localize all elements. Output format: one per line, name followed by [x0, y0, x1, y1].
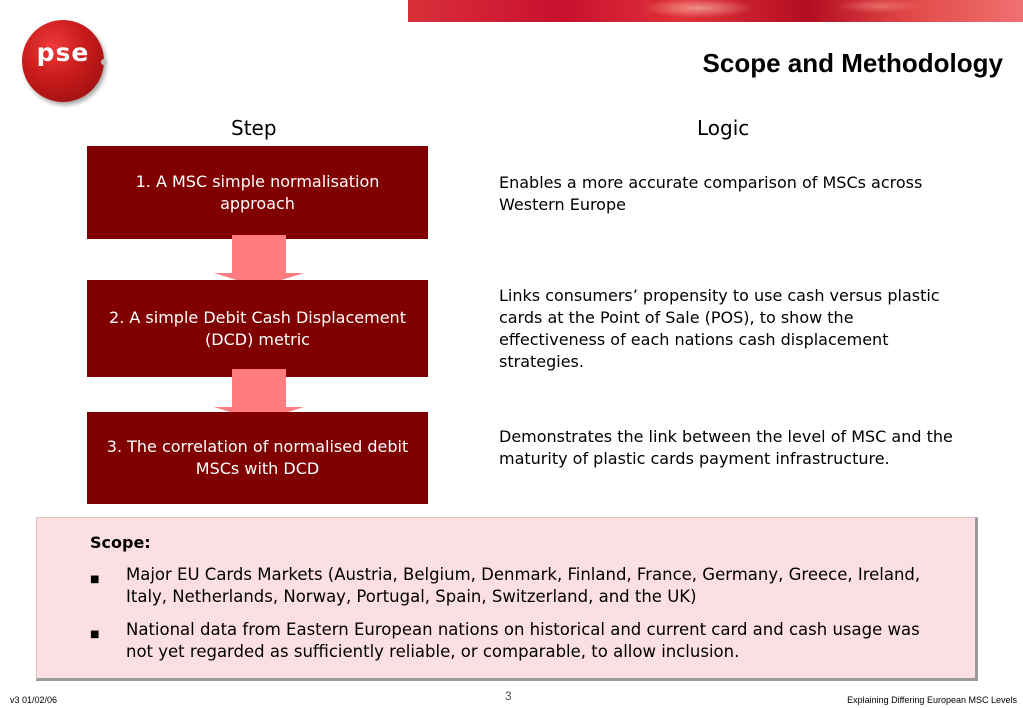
step-label-3: 3. The correlation of normalised debit MSCs with DCD — [106, 437, 409, 478]
scope-title: Scope: — [90, 533, 151, 552]
scope-bullet-2 — [90, 619, 950, 663]
logo-text: pse — [36, 38, 90, 67]
logic-text-1: Enables a more accurate comparison of MSCs across Western Europe — [499, 173, 923, 214]
banner-highlight — [408, 0, 1023, 22]
logic-text-2: Links consumers’ propensity to use cash versus plastic cards at the Point of Sale (POS), to show the effectiveness of each nations cash displacement strategies. — [499, 286, 940, 371]
logic-text-3: Demonstrates the link between the level of MSC and the maturity of plastic cards payment infrastructure. — [499, 427, 953, 468]
step-box-2 — [87, 280, 428, 377]
page-title: Scope and Methodology — [702, 48, 1003, 78]
bullet-square-icon: ■ — [90, 629, 100, 640]
bullet-square-icon: ■ — [90, 574, 100, 585]
step-box-1 — [87, 146, 428, 239]
footer-doc-title: Explaining Differing European MSC Levels — [847, 695, 1017, 705]
scope-bullet-text-2: National data from Eastern European nations on historical and current card and cash usage was not yet regarded as sufficiently reliable, or comparable, to allow inclusion. — [126, 620, 920, 661]
scope-panel — [36, 517, 978, 681]
header-banner — [408, 0, 1023, 22]
scope-bullet-1 — [90, 564, 950, 608]
page-number: 3 — [505, 689, 512, 703]
step-label-2: 2. A simple Debit Cash Displacement (DCD) metric — [109, 307, 406, 349]
step-label-1: 1. A MSC simple normalisation approach — [135, 171, 380, 213]
step-box-3 — [87, 412, 428, 504]
footer-version: v3 01/02/06 — [10, 695, 58, 705]
pse-logo — [22, 20, 104, 102]
column-header-step: Step — [231, 116, 277, 140]
scope-bullet-text-1: Major EU Cards Markets (Austria, Belgium, Denmark, Finland, France, Germany, Greece, Ireland, Italy, Netherlands, Norway, Portugal, Spain, Switzerland, and the UK) — [126, 565, 921, 606]
column-header-logic: Logic — [697, 116, 750, 140]
logo-dot — [101, 59, 107, 65]
